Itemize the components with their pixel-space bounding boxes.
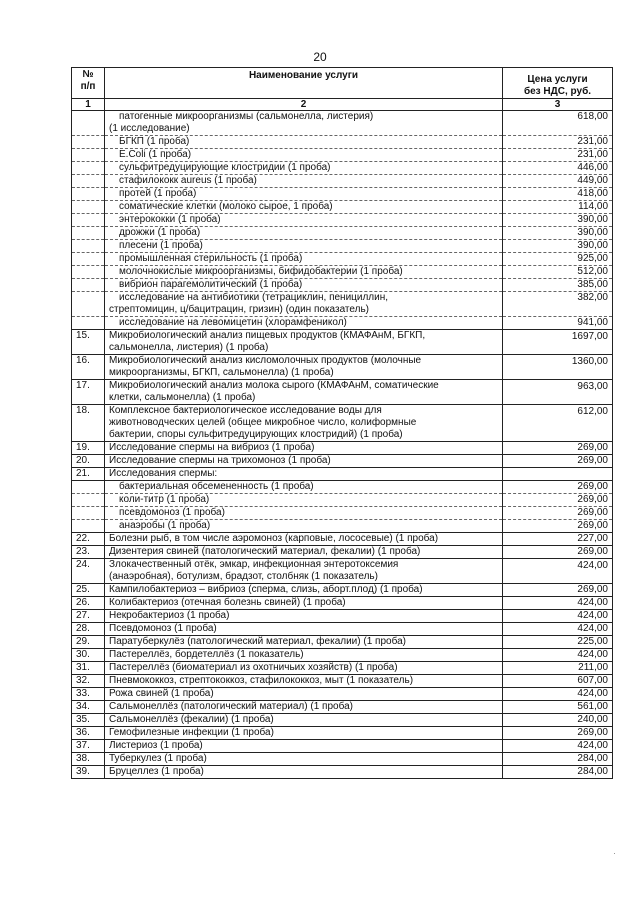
header-number xyxy=(72,68,105,99)
service-name xyxy=(105,727,503,740)
service-price: 240,00 xyxy=(503,714,613,727)
service-name-line: E.Coli (1 проба) xyxy=(119,149,192,160)
service-name-line: псевдомоноз (1 проба) xyxy=(119,507,225,518)
service-name-line: Комплексное бактериологическое исследование воды для xyxy=(109,405,382,416)
row-number xyxy=(72,136,105,149)
row-number: 17. xyxy=(72,380,105,405)
service-price: 269,00 xyxy=(503,455,613,468)
row-number xyxy=(72,201,105,214)
service-price: 269,00 xyxy=(503,507,613,520)
table-row xyxy=(72,649,613,662)
row-number: 25. xyxy=(72,584,105,597)
service-name xyxy=(105,662,503,675)
row-number: 29. xyxy=(72,636,105,649)
service-name-line: Болезни рыб, в том числе аэромоноз (карповые, лососевые) (1 проба) xyxy=(109,533,439,544)
table-row xyxy=(72,546,613,559)
table-row xyxy=(72,740,613,753)
service-name-line: Гемофилезные инфекции (1 проба) xyxy=(109,727,274,738)
row-number xyxy=(72,240,105,253)
column-index-3: 3 xyxy=(503,99,613,111)
service-name xyxy=(105,149,503,162)
service-name xyxy=(105,253,503,266)
service-name-line: Пневмококкоз, стрептококкоз, стафилококкоз, мыт (1 показатель) xyxy=(109,675,414,686)
service-name xyxy=(105,610,503,623)
service-price: 561,00 xyxy=(503,701,613,714)
service-name-line: стрептомицин, ц/бацитрацин, гризин) (один показатель) xyxy=(109,304,369,315)
service-name xyxy=(105,597,503,610)
service-name-line: Пастереллёз, бордетеллёз (1 показатель) xyxy=(109,649,304,660)
service-name xyxy=(105,481,503,494)
service-price: 963,00 xyxy=(503,380,613,405)
row-number: 19. xyxy=(72,442,105,455)
service-name xyxy=(105,442,503,455)
service-name-line: Злокачественный отёк, эмкар, инфекционная энтеротоксемия xyxy=(109,559,399,570)
row-number: 21. xyxy=(72,468,105,481)
table-row xyxy=(72,610,613,623)
service-name-line: промышленная стерильность (1 проба) xyxy=(119,253,303,264)
page-corner-mark: · xyxy=(613,848,616,858)
service-name-line: Псевдомоноз (1 проба) xyxy=(109,623,217,634)
service-name-line: Микробиологический анализ молока сырого (КМАФАнМ, соматические xyxy=(109,380,439,391)
service-name-line: исследование на левомицетин (хлорамфеникол) xyxy=(119,317,347,328)
table-row xyxy=(72,455,613,468)
service-name-line: патогенные микроорганизмы (сальмонелла, листерия) xyxy=(119,111,374,122)
service-name xyxy=(105,355,503,380)
service-price: 231,00 xyxy=(503,149,613,162)
row-number: 15. xyxy=(72,330,105,355)
table-row xyxy=(72,584,613,597)
table-row xyxy=(72,701,613,714)
page-number: 20 xyxy=(313,50,327,64)
row-number xyxy=(72,111,105,136)
service-name-line: Колибактериоз (отечная болезнь свиней) (1 проба) xyxy=(109,597,346,608)
service-name xyxy=(105,162,503,175)
service-name-line: энтерококки (1 проба) xyxy=(119,214,221,225)
service-name xyxy=(105,279,503,292)
row-number xyxy=(72,520,105,533)
service-price: 385,00 xyxy=(503,279,613,292)
sub-row xyxy=(72,507,613,520)
service-name-line: бактериальная обсемененность (1 проба) xyxy=(119,481,314,492)
table-row xyxy=(72,442,613,455)
service-price: 284,00 xyxy=(503,753,613,766)
service-name-line: Исследование спермы на трихомоноз (1 проба) xyxy=(109,455,331,466)
service-name-line: стафилококк aureus (1 проба) xyxy=(119,175,257,186)
table-row xyxy=(72,727,613,740)
service-price: 618,00 xyxy=(503,111,613,136)
row-number: 30. xyxy=(72,649,105,662)
table-row xyxy=(72,533,613,546)
service-name-line: соматические клетки (молоко сырое, 1 проба) xyxy=(119,201,333,212)
sub-row xyxy=(72,279,613,292)
table-header-row xyxy=(72,68,613,99)
row-number: 24. xyxy=(72,559,105,584)
table-row xyxy=(72,753,613,766)
service-name-line: Дизентерия свиней (патологический материал, фекалии) (1 проба) xyxy=(109,546,421,557)
service-name xyxy=(105,701,503,714)
sub-row xyxy=(72,253,613,266)
service-name-line: Сальмонеллёз (патологический материал) (1 проба) xyxy=(109,701,353,712)
column-index-row xyxy=(72,99,613,111)
column-index-1: 1 xyxy=(72,99,105,111)
service-price: 424,00 xyxy=(503,559,613,584)
row-number: 37. xyxy=(72,740,105,753)
sub-row xyxy=(72,188,613,201)
service-name-line: (анаэробная), ботулизм, брадзот, столбняк (1 показатель) xyxy=(109,571,378,582)
service-name-line: дрожжи (1 проба) xyxy=(119,227,201,238)
service-name-line: Туберкулез (1 проба) xyxy=(109,753,207,764)
service-price: 607,00 xyxy=(503,675,613,688)
service-price: 446,00 xyxy=(503,162,613,175)
service-price: 424,00 xyxy=(503,597,613,610)
service-name xyxy=(105,533,503,546)
service-name-line: Исследования спермы: xyxy=(109,468,218,479)
row-number: 27. xyxy=(72,610,105,623)
service-name xyxy=(105,468,503,481)
service-name-line: (1 исследование) xyxy=(109,123,190,134)
row-number xyxy=(72,162,105,175)
table-row xyxy=(72,675,613,688)
service-name xyxy=(105,292,503,317)
service-price: 225,00 xyxy=(503,636,613,649)
service-name xyxy=(105,136,503,149)
table-row xyxy=(72,380,613,405)
service-name-line: Сальмонеллёз (фекалии) (1 проба) xyxy=(109,714,274,725)
sub-row xyxy=(72,292,613,317)
service-price: 269,00 xyxy=(503,727,613,740)
service-name-line: животноводческих целей (общее микробное число, колиформные xyxy=(109,417,417,428)
service-name xyxy=(105,714,503,727)
service-name-line: Микробиологический анализ кисломолочных продуктов (молочные xyxy=(109,355,422,366)
service-name xyxy=(105,111,503,136)
sub-row xyxy=(72,111,613,136)
row-number: 39. xyxy=(72,766,105,779)
service-name xyxy=(105,317,503,330)
service-price: 418,00 xyxy=(503,188,613,201)
price-table xyxy=(71,67,613,779)
service-price: 424,00 xyxy=(503,623,613,636)
service-name xyxy=(105,214,503,227)
table-row xyxy=(72,330,613,355)
table-row xyxy=(72,355,613,380)
header-number-line2: п/п xyxy=(80,81,96,92)
header-number-line1: № xyxy=(82,69,94,80)
row-number: 28. xyxy=(72,623,105,636)
service-name xyxy=(105,227,503,240)
row-number: 16. xyxy=(72,355,105,380)
service-name xyxy=(105,675,503,688)
row-number: 35. xyxy=(72,714,105,727)
service-name-line: Некробактериоз (1 проба) xyxy=(109,610,230,621)
service-name-line: сульфитредуцирующие клостридии (1 проба) xyxy=(119,162,331,173)
row-number: 31. xyxy=(72,662,105,675)
service-name xyxy=(105,688,503,701)
service-name xyxy=(105,188,503,201)
table-row xyxy=(72,714,613,727)
row-number: 18. xyxy=(72,405,105,442)
service-price: 382,00 xyxy=(503,292,613,317)
service-price: 424,00 xyxy=(503,740,613,753)
header-price xyxy=(503,68,613,99)
header-price-line1: Цена услуги xyxy=(527,74,588,85)
column-index-2: 2 xyxy=(105,99,503,111)
row-number xyxy=(72,253,105,266)
sub-row xyxy=(72,136,613,149)
table-row xyxy=(72,468,613,481)
sub-row xyxy=(72,481,613,494)
service-price: 269,00 xyxy=(503,442,613,455)
service-name xyxy=(105,623,503,636)
service-name-line: БГКП (1 проба) xyxy=(119,136,190,147)
service-name-line: Исследование спермы на вибриоз (1 проба) xyxy=(109,442,315,453)
service-name-line: Паратуберкулёз (патологический материал, фекалии) (1 проба) xyxy=(109,636,406,647)
row-number: 36. xyxy=(72,727,105,740)
service-name xyxy=(105,201,503,214)
service-price: 612,00 xyxy=(503,405,613,442)
row-number: 32. xyxy=(72,675,105,688)
service-name xyxy=(105,330,503,355)
sub-row xyxy=(72,201,613,214)
row-number: 34. xyxy=(72,701,105,714)
sub-row xyxy=(72,227,613,240)
row-number: 20. xyxy=(72,455,105,468)
table-row xyxy=(72,559,613,584)
service-price: 424,00 xyxy=(503,649,613,662)
row-number xyxy=(72,227,105,240)
service-price: 424,00 xyxy=(503,610,613,623)
service-name xyxy=(105,175,503,188)
row-number: 26. xyxy=(72,597,105,610)
service-name-line: Бруцеллез (1 проба) xyxy=(109,766,204,777)
service-name xyxy=(105,380,503,405)
sub-row xyxy=(72,520,613,533)
service-price: 390,00 xyxy=(503,227,613,240)
sub-row xyxy=(72,266,613,279)
table-row xyxy=(72,636,613,649)
service-price: 269,00 xyxy=(503,481,613,494)
row-number xyxy=(72,214,105,227)
service-name-line: протей (1 проба) xyxy=(119,188,197,199)
sub-row xyxy=(72,214,613,227)
table-row xyxy=(72,688,613,701)
sub-row xyxy=(72,240,613,253)
service-name-line: клетки, сальмонелла) (1 проба) xyxy=(109,392,256,403)
service-name-line: микроорганизмы, БГКП, сальмонелла) (1 проба) xyxy=(109,367,334,378)
service-name-line: исследование на антибиотики (тетрациклин, пенициллин, xyxy=(119,292,389,303)
row-number xyxy=(72,149,105,162)
service-price: 269,00 xyxy=(503,520,613,533)
sub-row xyxy=(72,149,613,162)
service-price: 114,00 xyxy=(503,201,613,214)
row-number xyxy=(72,494,105,507)
table-row xyxy=(72,623,613,636)
service-name xyxy=(105,559,503,584)
service-name xyxy=(105,584,503,597)
service-name-line: Микробиологический анализ пищевых продуктов (КМАФАнМ, БГКП, xyxy=(109,330,426,341)
service-name-line: Листериоз (1 проба) xyxy=(109,740,203,751)
service-name-line: вибрион парагемолитический (1 проба) xyxy=(119,279,303,290)
service-name xyxy=(105,405,503,442)
table-row xyxy=(72,662,613,675)
service-price: 211,00 xyxy=(503,662,613,675)
row-number: 22. xyxy=(72,533,105,546)
service-name-line: Кампилобактериоз – вибриоз (сперма, слизь, аборт.плод) (1 проба) xyxy=(109,584,423,595)
service-price: 925,00 xyxy=(503,253,613,266)
service-price: 284,00 xyxy=(503,766,613,779)
table-row xyxy=(72,405,613,442)
service-name xyxy=(105,546,503,559)
service-name-line: Рожа свиней (1 проба) xyxy=(109,688,214,699)
sub-row xyxy=(72,317,613,330)
service-name xyxy=(105,753,503,766)
service-price: 941,00 xyxy=(503,317,613,330)
service-name-line: анаэробы (1 проба) xyxy=(119,520,211,531)
service-name xyxy=(105,520,503,533)
service-price: 512,00 xyxy=(503,266,613,279)
sub-row xyxy=(72,162,613,175)
service-price: 390,00 xyxy=(503,214,613,227)
service-name-line: сальмонелла, листерия) (1 проба) xyxy=(109,342,269,353)
header-price-line2: без НДС, руб. xyxy=(523,86,592,97)
service-price: 390,00 xyxy=(503,240,613,253)
row-number xyxy=(72,507,105,520)
service-name-line: молочнокислые микроорганизмы, бифидобактерии (1 проба) xyxy=(119,266,403,277)
sub-row xyxy=(72,494,613,507)
row-number xyxy=(72,292,105,317)
service-price: 231,00 xyxy=(503,136,613,149)
service-name xyxy=(105,766,503,779)
row-number xyxy=(72,317,105,330)
service-name xyxy=(105,240,503,253)
service-name-line: коли-титр (1 проба) xyxy=(119,494,210,505)
service-name xyxy=(105,507,503,520)
service-name-line: Пастереллёз (биоматериал из охотничьих хозяйств) (1 проба) xyxy=(109,662,398,673)
service-price: 269,00 xyxy=(503,494,613,507)
service-price: 449,00 xyxy=(503,175,613,188)
row-number xyxy=(72,481,105,494)
service-price: 269,00 xyxy=(503,546,613,559)
row-number: 33. xyxy=(72,688,105,701)
service-price: 227,00 xyxy=(503,533,613,546)
service-name xyxy=(105,494,503,507)
row-number xyxy=(72,175,105,188)
service-price xyxy=(503,468,613,481)
sub-row xyxy=(72,175,613,188)
service-price: 1697,00 xyxy=(503,330,613,355)
service-name-line: бактерии, споры сульфитредуцирующих клостридий) (1 проба) xyxy=(109,429,403,440)
row-number: 38. xyxy=(72,753,105,766)
row-number xyxy=(72,188,105,201)
service-price: 1360,00 xyxy=(503,355,613,380)
service-price: 424,00 xyxy=(503,688,613,701)
row-number: 23. xyxy=(72,546,105,559)
table-row xyxy=(72,597,613,610)
service-name xyxy=(105,649,503,662)
row-number xyxy=(72,266,105,279)
service-name xyxy=(105,740,503,753)
service-name xyxy=(105,455,503,468)
service-price: 269,00 xyxy=(503,584,613,597)
service-name xyxy=(105,266,503,279)
row-number xyxy=(72,279,105,292)
service-name-line: плесени (1 проба) xyxy=(119,240,203,251)
table-row xyxy=(72,766,613,779)
service-name xyxy=(105,636,503,649)
header-service-name: Наименование услуги xyxy=(105,68,503,99)
